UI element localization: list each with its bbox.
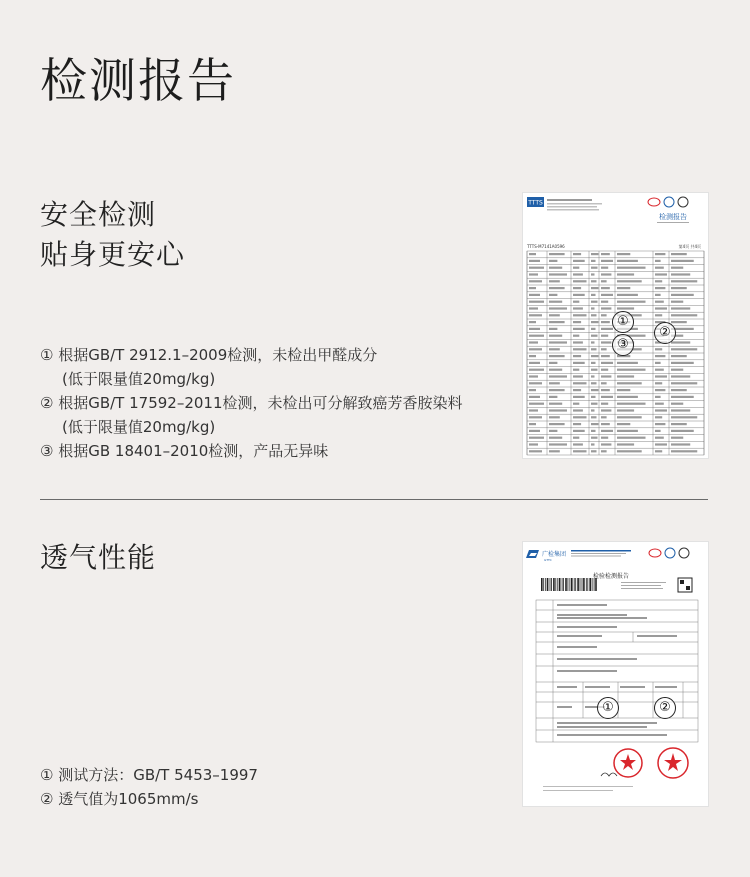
svg-text:检验检测报告: 检验检测报告	[592, 573, 630, 580]
safety-spec-note: (低于限量值20mg/kg)	[62, 370, 216, 388]
svg-text:TTTS: TTTS	[528, 199, 543, 207]
safety-heading-line2: 贴身更安心	[40, 238, 186, 271]
safety-spec-item: ① 根据GB/T 2912.1–2009检测，未检出甲醛成分	[40, 346, 378, 364]
safety-report-image	[523, 193, 708, 458]
breathability-heading: 透气性能	[40, 541, 157, 574]
safety-spec-note: (低于限量值20mg/kg)	[62, 418, 216, 436]
breathability-spec-list	[40, 763, 510, 811]
signature	[601, 773, 617, 776]
safety-spec-item: ② 根据GB/T 17592–2011检测，未检出可分解致癌芳香胺染料	[40, 394, 463, 412]
breathability-report-graphic	[523, 542, 708, 806]
safety-spec-list	[40, 343, 510, 463]
svg-text:广检集团: 广检集团	[542, 551, 567, 558]
svg-text:TTTS-M7141A0596: TTTS-M7141A0596	[527, 244, 565, 249]
breathability-spec-item: ② 透气值为1065mm/s	[40, 790, 199, 808]
report-marker-1: ①	[597, 697, 619, 719]
breathability-report-image	[523, 542, 708, 806]
report-marker-2: ②	[654, 697, 676, 719]
page-title: 检测报告	[40, 54, 236, 109]
section-divider	[40, 499, 708, 500]
report-marker-2: ②	[654, 322, 676, 344]
svg-text:GTTC: GTTC	[544, 558, 552, 562]
svg-text:第4页 共4页: 第4页 共4页	[678, 244, 701, 249]
report-marker-3: ③	[612, 334, 634, 356]
safety-spec-item: ③ 根据GB 18401–2010检测，产品无异味	[40, 442, 329, 460]
safety-heading-line1: 安全检测	[40, 198, 157, 231]
breathability-spec-item: ① 测试方法：GB/T 5453–1997	[40, 766, 258, 784]
report-marker-1: ①	[612, 311, 634, 333]
svg-text:检测报告: 检测报告	[659, 213, 687, 221]
